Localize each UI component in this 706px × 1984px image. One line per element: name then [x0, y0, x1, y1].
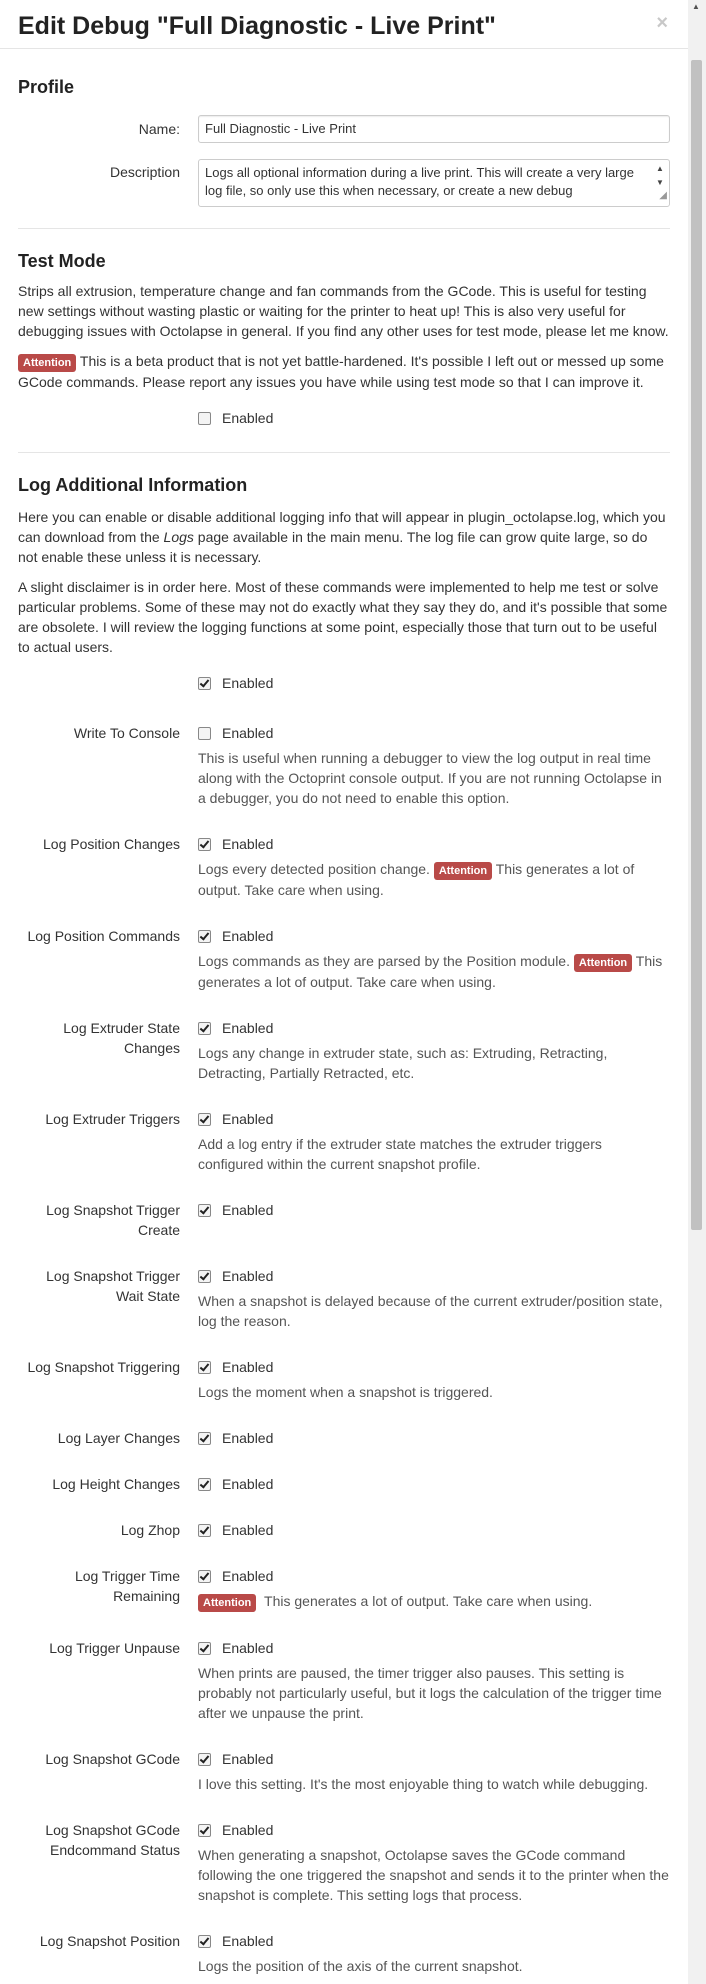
log-setting-label: Log Extruder State Changes: [63, 1020, 180, 1056]
checkbox-icon[interactable]: [198, 727, 211, 740]
log-setting-row: [18, 1820, 670, 1905]
log-setting-label: Log Trigger Time Remaining: [74, 1568, 180, 1604]
log-setting-checkbox[interactable]: Enabled: [198, 1266, 273, 1286]
checkbox-checked-icon[interactable]: [198, 1270, 211, 1283]
close-icon[interactable]: ×: [656, 12, 668, 34]
log-setting-row: [18, 1566, 670, 1612]
log-setting-checkbox[interactable]: Enabled: [198, 1820, 273, 1840]
checkbox-checked-icon[interactable]: [198, 677, 211, 690]
description-label: Description: [109, 164, 180, 180]
attention-badge: Attention: [18, 354, 76, 372]
log-setting-checkbox[interactable]: Enabled: [198, 1200, 273, 1220]
log-setting-checkbox[interactable]: Enabled: [198, 1109, 273, 1129]
log-setting-row: [18, 1109, 670, 1174]
checkbox-checked-icon[interactable]: [198, 1432, 211, 1445]
checkbox-checked-icon[interactable]: [198, 1113, 211, 1126]
log-setting-checkbox[interactable]: Enabled: [198, 1931, 273, 1951]
log-setting-checkbox[interactable]: Enabled: [198, 723, 273, 743]
log-setting-label: Log Extruder Triggers: [45, 1111, 180, 1127]
log-setting-checkbox[interactable]: Enabled: [198, 1357, 273, 1377]
divider: [18, 452, 670, 453]
description-text: Logs all optional information during a live print. This will create a very large log file, so only use this when necessary, or create a new debug: [205, 165, 634, 198]
log-setting-label: Log Zhop: [120, 1522, 180, 1538]
log-setting-checkbox[interactable]: Enabled: [198, 1474, 273, 1494]
scrollbar-thumb[interactable]: [691, 60, 702, 1230]
log-setting-help: Logs every detected position change. Attention This generates a lot of output. Take care when using.: [198, 861, 635, 898]
log-setting-row: [18, 1749, 670, 1794]
log-setting-help: Logs commands as they are parsed by the Position module. Attention This generates a lot of output. Take care when using.: [198, 953, 663, 990]
checkbox-checked-icon[interactable]: [198, 1204, 211, 1217]
log-setting-row: [18, 1520, 670, 1540]
test-mode-heading: Test Mode: [18, 251, 106, 271]
log-setting-label: Log Snapshot Trigger Create: [46, 1202, 180, 1238]
log-setting-label: Log Snapshot Trigger Wait State: [46, 1268, 180, 1304]
log-setting-checkbox[interactable]: Enabled: [198, 926, 273, 946]
textarea-spinner-icon[interactable]: ▲ ▼: [656, 164, 664, 187]
log-setting-row: [18, 1266, 670, 1331]
log-enabled-checkbox[interactable]: Enabled: [198, 673, 273, 693]
checkbox-checked-icon[interactable]: [198, 930, 211, 943]
test-mode-enabled-checkbox[interactable]: Enabled: [198, 408, 273, 428]
log-disclaimer: A slight disclaimer is in order here. Most of these commands were implemented to help me test or solve particular problems. Some of these may not do exactly what they say they do, and it's possible that some are obsolete. I will review the logging functions at some point, especially those that turn out to be useful to actual users.: [18, 579, 668, 655]
log-setting-checkbox[interactable]: Enabled: [198, 1749, 273, 1769]
log-intro: Here you can enable or disable additional logging info that will appear in plugin_octolapse.log, which you can download from the Logs page available in the main menu. The log file can grow quite large, so do not enable these unless it is necessary.: [18, 509, 666, 565]
log-setting-row: [18, 1428, 670, 1448]
modal-title: Edit Debug "Full Diagnostic - Live Print": [18, 12, 496, 40]
attention-badge: Attention: [434, 862, 492, 880]
log-setting-row: [18, 1474, 670, 1494]
scroll-up-icon[interactable]: ▲: [692, 2, 700, 11]
log-setting-label: Log Position Changes: [43, 836, 180, 852]
name-row: [18, 115, 670, 143]
log-setting-label: Log Snapshot Triggering: [27, 1359, 180, 1375]
log-setting-label: Write To Console: [73, 725, 180, 741]
log-setting-help: I love this setting. It's the most enjoyable thing to watch while debugging.: [198, 1776, 649, 1792]
attention-badge: Attention: [574, 954, 632, 972]
log-setting-row: [18, 1357, 670, 1402]
test-mode-description: Strips all extrusion, temperature change and fan commands from the GCode. This is useful for testing new settings without wasting plastic or waiting for the printer to heat up! This is also very useful for debugging issues with Octolapse in general. If you find any other uses for test mode, please let me know.: [18, 283, 669, 339]
log-enabled-row: [18, 673, 670, 693]
log-setting-label: Log Snapshot GCode: [45, 1751, 180, 1767]
log-setting-label: Log Layer Changes: [57, 1430, 180, 1446]
log-setting-label: Log Snapshot GCode Endcommand Status: [45, 1822, 180, 1858]
checkbox-checked-icon[interactable]: [198, 1570, 211, 1583]
log-setting-help: When a snapshot is delayed because of the current extruder/position state, log the reason.: [198, 1293, 663, 1329]
log-heading: Log Additional Information: [18, 475, 248, 495]
log-setting-help: When generating a snapshot, Octolapse saves the GCode command following the one triggered the snapshot and sends it to the printer when the snapshot is complete. This setting logs that process.: [198, 1847, 669, 1903]
checkbox-checked-icon[interactable]: [198, 838, 211, 851]
log-setting-checkbox[interactable]: Enabled: [198, 1520, 273, 1540]
description-row: [18, 159, 670, 207]
log-setting-help: When prints are paused, the timer trigger also pauses. This setting is probably not particularly useful, but it logs the calculation of the trigger time after we unpause the print.: [198, 1665, 662, 1721]
scrollbar[interactable]: [688, 0, 706, 1984]
log-setting-label: Log Position Commands: [27, 928, 180, 944]
log-setting-row: [18, 1200, 670, 1240]
log-setting-checkbox[interactable]: Enabled: [198, 1566, 273, 1586]
attention-badge: Attention: [198, 1594, 256, 1612]
test-mode-attention: [18, 351, 670, 392]
log-setting-checkbox[interactable]: Enabled: [198, 1018, 273, 1038]
log-setting-help: Logs the moment when a snapshot is triggered.: [198, 1384, 493, 1400]
description-textarea[interactable]: [198, 159, 670, 207]
resize-grip-icon[interactable]: ◢: [659, 190, 667, 201]
log-setting-row: [18, 1018, 670, 1083]
log-setting-help: Logs the position of the axis of the current snapshot.: [198, 1958, 523, 1974]
checkbox-checked-icon[interactable]: [198, 1824, 211, 1837]
test-mode-attention-text: This is a beta product that is not yet battle-hardened. It's possible I left out or messed up some GCode commands. Please report any issues you have while using test mode so that I can improve it.: [18, 353, 664, 390]
log-setting-help: Logs any change in extruder state, such as: Extruding, Retracting, Detracting, Partially Retracted, etc.: [198, 1045, 608, 1081]
log-setting-checkbox[interactable]: Enabled: [198, 834, 273, 854]
log-setting-row: [18, 1931, 670, 1976]
log-setting-label: Log Height Changes: [52, 1476, 180, 1492]
modal-body: [0, 75, 688, 1976]
profile-heading: Profile: [18, 77, 75, 97]
name-label: Name:: [138, 121, 180, 137]
checkbox-checked-icon[interactable]: [198, 1478, 211, 1491]
log-setting-row: [18, 1638, 670, 1723]
checkbox-icon[interactable]: [198, 412, 211, 425]
checkbox-checked-icon[interactable]: [198, 1524, 211, 1537]
divider: [18, 228, 670, 229]
log-setting-label: Log Trigger Unpause: [49, 1640, 180, 1656]
log-setting-checkbox[interactable]: Enabled: [198, 1638, 273, 1658]
checkbox-checked-icon[interactable]: [198, 1753, 211, 1766]
modal-header: [0, 0, 688, 49]
log-setting-row: [18, 926, 670, 992]
log-setting-label: Log Snapshot Position: [39, 1933, 180, 1949]
checkbox-checked-icon[interactable]: [198, 1935, 211, 1948]
name-input[interactable]: Full Diagnostic - Live Print: [198, 115, 670, 143]
checkbox-checked-icon[interactable]: [198, 1361, 211, 1374]
log-settings-list: [18, 723, 670, 1976]
checkbox-checked-icon[interactable]: [198, 1642, 211, 1655]
log-setting-checkbox[interactable]: Enabled: [198, 1428, 273, 1448]
log-setting-help: This is useful when running a debugger to view the log output in real time along with the Octoprint console output. If you are not running Octolapse in a debugger, you do not need to enable this option.: [198, 750, 662, 806]
test-mode-enabled-row: [18, 408, 670, 428]
checkbox-checked-icon[interactable]: [198, 1022, 211, 1035]
log-setting-row: [18, 723, 670, 808]
logs-page-link: Logs: [163, 529, 194, 545]
log-setting-help: Attention This generates a lot of output. Take care when using.: [198, 1591, 670, 1612]
log-setting-row: [18, 834, 670, 900]
log-setting-help: Add a log entry if the extruder state matches the extruder triggers configured within the current snapshot profile.: [198, 1136, 602, 1172]
